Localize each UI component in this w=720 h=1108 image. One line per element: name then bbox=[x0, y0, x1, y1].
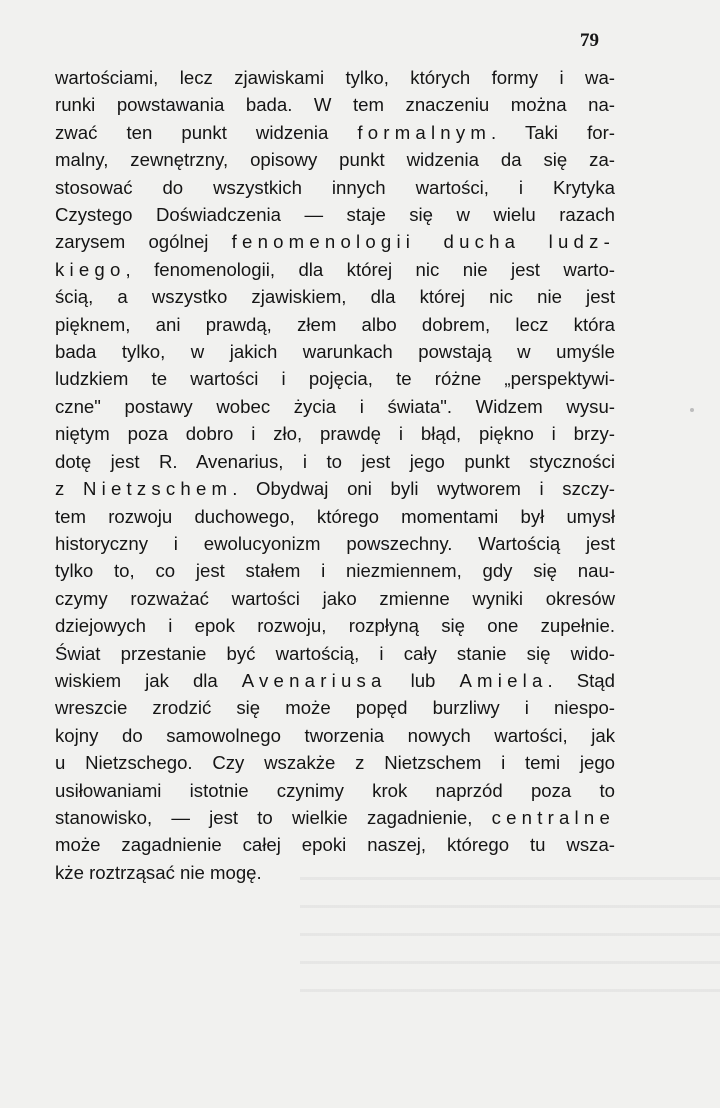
text-run: dotę jest R. Avenarius, i to jest jego punkt styczności bbox=[55, 450, 615, 472]
text-run: . Obydwaj oni byli wytworem i szczy- bbox=[232, 478, 615, 500]
text-run: z bbox=[55, 478, 83, 500]
text-line bbox=[55, 667, 615, 694]
spaced-emphasis: Nietzschem bbox=[82, 478, 233, 500]
margin-speck bbox=[690, 408, 694, 412]
text-run: kże roztrząsać nie mogę. bbox=[55, 861, 262, 883]
text-line bbox=[55, 174, 615, 201]
text-line bbox=[55, 694, 615, 721]
text-run: u Nietzschego. Czy wszakże z Nietzschem i temi jego bbox=[55, 752, 615, 774]
text-line bbox=[55, 749, 615, 776]
text-line bbox=[55, 448, 615, 475]
text-run: wreszcie zrodzić się może popęd burzliwy i niespo- bbox=[55, 697, 615, 719]
text-line bbox=[55, 420, 615, 447]
text-line bbox=[55, 91, 615, 118]
text-run: zwać ten punkt widzenia bbox=[55, 121, 358, 143]
text-run: . Stąd bbox=[547, 669, 615, 691]
text-run: tylko to, co jest stałem i niezmiennem, gdy się nau- bbox=[55, 560, 615, 582]
text-line bbox=[55, 777, 615, 804]
text-run: tem rozwoju duchowego, którego momentami był umysł bbox=[55, 505, 615, 527]
show-through-text bbox=[300, 872, 720, 992]
spaced-emphasis: centralne bbox=[491, 806, 615, 828]
text-line bbox=[55, 722, 615, 749]
text-line bbox=[55, 201, 615, 228]
text-line bbox=[55, 146, 615, 173]
text-run: runki powstawania bada. W tem znaczeniu można na- bbox=[55, 94, 615, 116]
text-line bbox=[55, 503, 615, 530]
text-line bbox=[55, 530, 615, 557]
text-line bbox=[55, 475, 615, 502]
text-line bbox=[55, 612, 615, 639]
text-run: usiłowaniami istotnie czynimy krok naprzód poza to bbox=[55, 779, 615, 801]
text-run: , fenomenologii, dla której nic nie jest warto- bbox=[125, 258, 615, 280]
text-run: może zagadnienie całej epoki naszej, którego tu wsza- bbox=[55, 834, 615, 856]
text-run: czymy rozważać wartości jako zmienne wyniki okresów bbox=[55, 587, 615, 609]
text-line bbox=[55, 585, 615, 612]
text-line bbox=[55, 338, 615, 365]
text-run: stanowisko, — jest to wielkie zagadnienie, bbox=[55, 806, 492, 828]
text-run: dziejowych i epok rozwoju, rozpłyną się one zupełnie. bbox=[55, 615, 615, 637]
body-text bbox=[55, 64, 615, 886]
text-line bbox=[55, 64, 615, 91]
text-line bbox=[55, 256, 615, 283]
text-run: lub bbox=[386, 669, 460, 691]
text-run: Świat przestanie być wartością, i cały stanie się wido- bbox=[55, 642, 615, 664]
text-run: wartościami, lecz zjawiskami tylko, których formy i wa- bbox=[55, 67, 615, 88]
text-run: Czystego Doświadczenia — staje się w wielu razach bbox=[55, 204, 615, 226]
spaced-emphasis: fenomenologii ducha ludz- bbox=[231, 231, 615, 253]
text-run: malny, zewnętrzny, opisowy punkt widzenia da się za- bbox=[55, 149, 615, 171]
page-number: 79 bbox=[580, 30, 599, 51]
text-run: ludzkiem te wartości i pojęcia, te różne „perspektywi- bbox=[55, 368, 615, 390]
text-run: niętym poza dobro i zło, prawdę i błąd, piękno i brzy- bbox=[55, 423, 615, 445]
spaced-emphasis: Amiela bbox=[459, 669, 548, 691]
text-run: wiskiem jak dla bbox=[55, 669, 242, 691]
text-run: stosować do wszystkich innych wartości, i Krytyka bbox=[55, 176, 615, 198]
spaced-emphasis: Avenariusa bbox=[241, 669, 387, 691]
text-run: kojny do samowolnego tworzenia nowych wartości, jak bbox=[55, 724, 615, 746]
text-run: zarysem ogólnej bbox=[55, 231, 232, 253]
text-line bbox=[55, 119, 615, 146]
text-run: historyczny i ewolucyonizm powszechny. Wartością jest bbox=[55, 532, 615, 554]
text-line bbox=[55, 228, 615, 255]
text-line bbox=[55, 640, 615, 667]
text-line bbox=[55, 804, 615, 831]
text-run: pięknem, ani prawdą, złem albo dobrem, lecz która bbox=[55, 313, 615, 335]
text-run: . Taki for- bbox=[491, 121, 615, 143]
text-line bbox=[55, 283, 615, 310]
text-line bbox=[55, 311, 615, 338]
text-line bbox=[55, 365, 615, 392]
text-run: bada tylko, w jakich warunkach powstają w umyśle bbox=[55, 341, 615, 363]
text-line bbox=[55, 557, 615, 584]
text-line bbox=[55, 393, 615, 420]
text-line bbox=[55, 831, 615, 858]
spaced-emphasis: formalnym bbox=[357, 121, 492, 143]
text-run: czne" postawy wobec życia i świata". Widzem wysu- bbox=[55, 395, 615, 417]
text-run: ścią, a wszystko zjawiskiem, dla której nic nie jest bbox=[55, 286, 615, 308]
spaced-emphasis: kiego bbox=[55, 258, 126, 280]
